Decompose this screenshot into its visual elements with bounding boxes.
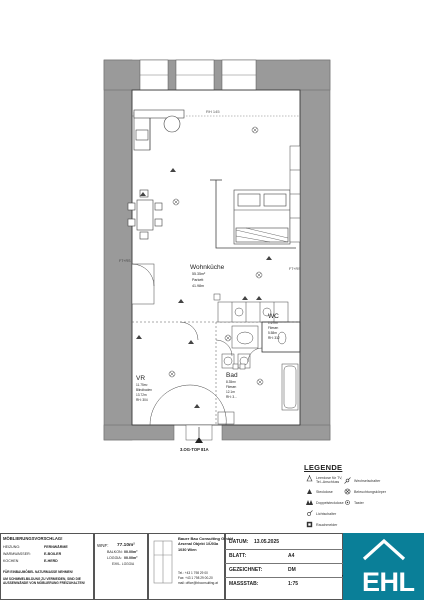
legend-item-light-switch: Lichtschalter [316, 512, 337, 516]
room-floor-wc: Fliesen [268, 326, 279, 330]
loggia-label: LOGGIA: [107, 556, 122, 560]
date-label: DATUM: [229, 539, 249, 545]
tv-outlet-icon [306, 475, 313, 482]
note-built-in: FÜR EINBAUMÖBEL NATURMASSE NEHMEN! [3, 570, 74, 574]
note-mould: UM SCHIMMELBILDUNG ZU VERMEIDEN, SIND DIE AUSSENWÄNDE VON MÖBLIERUNG FREIZUHALTEN! [3, 577, 85, 585]
window-label-right: FT+RS [289, 267, 301, 271]
scale-label: MASSSTAB: [229, 581, 259, 587]
house-roof-icon [362, 537, 406, 563]
legend-item-socket: Steckdose [316, 490, 333, 494]
legend-title: LEGENDE [304, 463, 343, 472]
double-socket-icon [306, 499, 313, 506]
socket-icon [306, 488, 313, 495]
areas-sub: EXKL. LOGGIA [112, 562, 135, 566]
loggia-value: 00.00m² [124, 556, 138, 560]
heating-value: FERNWÄRME [44, 545, 68, 549]
room-perimeter-wc: 5.58m [268, 331, 277, 335]
balkon-label: BALKON: [107, 550, 123, 554]
drawn-value: DM [288, 567, 296, 573]
date-value: 13.05.2025 [254, 539, 280, 545]
heating-label: HEIZUNG: [3, 545, 21, 549]
sheet-label: BLATT: [229, 553, 247, 559]
top-window-label: RH 145 [206, 109, 220, 114]
legend-item-light-fixture: Beleuchtungskörper [354, 490, 386, 494]
room-area-wc: 1.67m² [268, 321, 278, 325]
company-name: Bauer Bau Consulting GmbH [178, 536, 234, 541]
company-tel: Tel.: +43 1 798 29 00 [178, 571, 208, 575]
room-floor-bad: Fliesen [226, 385, 237, 389]
scale-value: 1:75 [288, 581, 299, 587]
room-area-bad: 8.35m² [226, 380, 236, 384]
room-name-wc: WC [268, 313, 279, 320]
light-fixture-icon [344, 488, 351, 495]
room-height-vr: RH: 304 [136, 398, 148, 402]
cooking-label: KOCHEN [3, 559, 19, 563]
water-value: E-BOILER [44, 552, 62, 556]
two-way-switch-icon [344, 477, 351, 484]
light-switch-icon [306, 510, 313, 517]
water-label: WARMWASSER: [3, 552, 31, 556]
company-fax: Fax: +43 1 798 29 00-20 [178, 576, 213, 580]
room-name-wohnkueche: Wohnküche [190, 264, 225, 271]
legend-item-two-way-switch: Wechselschalter [354, 479, 381, 483]
company-mail: mail: office@bbconsulting.at [178, 581, 218, 585]
ehl-logo-text: EHL [362, 567, 415, 597]
sheet-value: A4 [288, 553, 295, 559]
legend-item-tv: Leerdose für TV, Tel.-Anschluss [316, 476, 343, 484]
cooking-value: E-HERD [44, 559, 58, 563]
room-area-wohnkueche: 55.35m² [192, 272, 206, 276]
window-label-left: FT+RS [119, 259, 131, 263]
balkon-value: 00.00m² [124, 550, 138, 554]
company-address2: 1030 Wien [178, 548, 197, 552]
room-perimeter-bad: 12.1m [226, 390, 235, 394]
company-logo-icon [152, 537, 174, 587]
room-perimeter-vr: 13.72m [136, 393, 147, 397]
room-height-bad: RH: 3... [226, 395, 237, 399]
furnishing-title: MÖBLIERUNGSVORSCHLAG! [3, 536, 63, 541]
room-height-wc: RH: 312 [268, 336, 280, 340]
legend-item-push-button: Taster [354, 501, 364, 505]
legend-item-double-socket: Doppelsteckdose [316, 501, 344, 505]
room-name-bad: Bad [226, 372, 238, 379]
floor-label: 3.OG-TOP 81A [180, 447, 209, 452]
smoke-detector-icon [306, 521, 313, 528]
push-button-icon [344, 499, 351, 506]
room-area-vr: 11.75m² [136, 383, 148, 387]
legend-item-smoke-detector: Rauchmelder [316, 523, 338, 527]
drawn-label: GEZEICHNET: [229, 567, 263, 573]
room-perimeter-wohnkueche: 41.98m [192, 284, 204, 288]
company-address1: Arsenal Objekt 1/Ü03a [178, 542, 219, 546]
wnf-value: 77.10m² [117, 543, 135, 548]
wnf-label: WNF: [97, 543, 109, 548]
room-floor-vr: Blindboden [136, 388, 152, 392]
room-floor-wohnkueche: Parkett [192, 278, 204, 282]
furnishing-box [0, 533, 94, 600]
room-name-vr: VR [136, 375, 146, 382]
